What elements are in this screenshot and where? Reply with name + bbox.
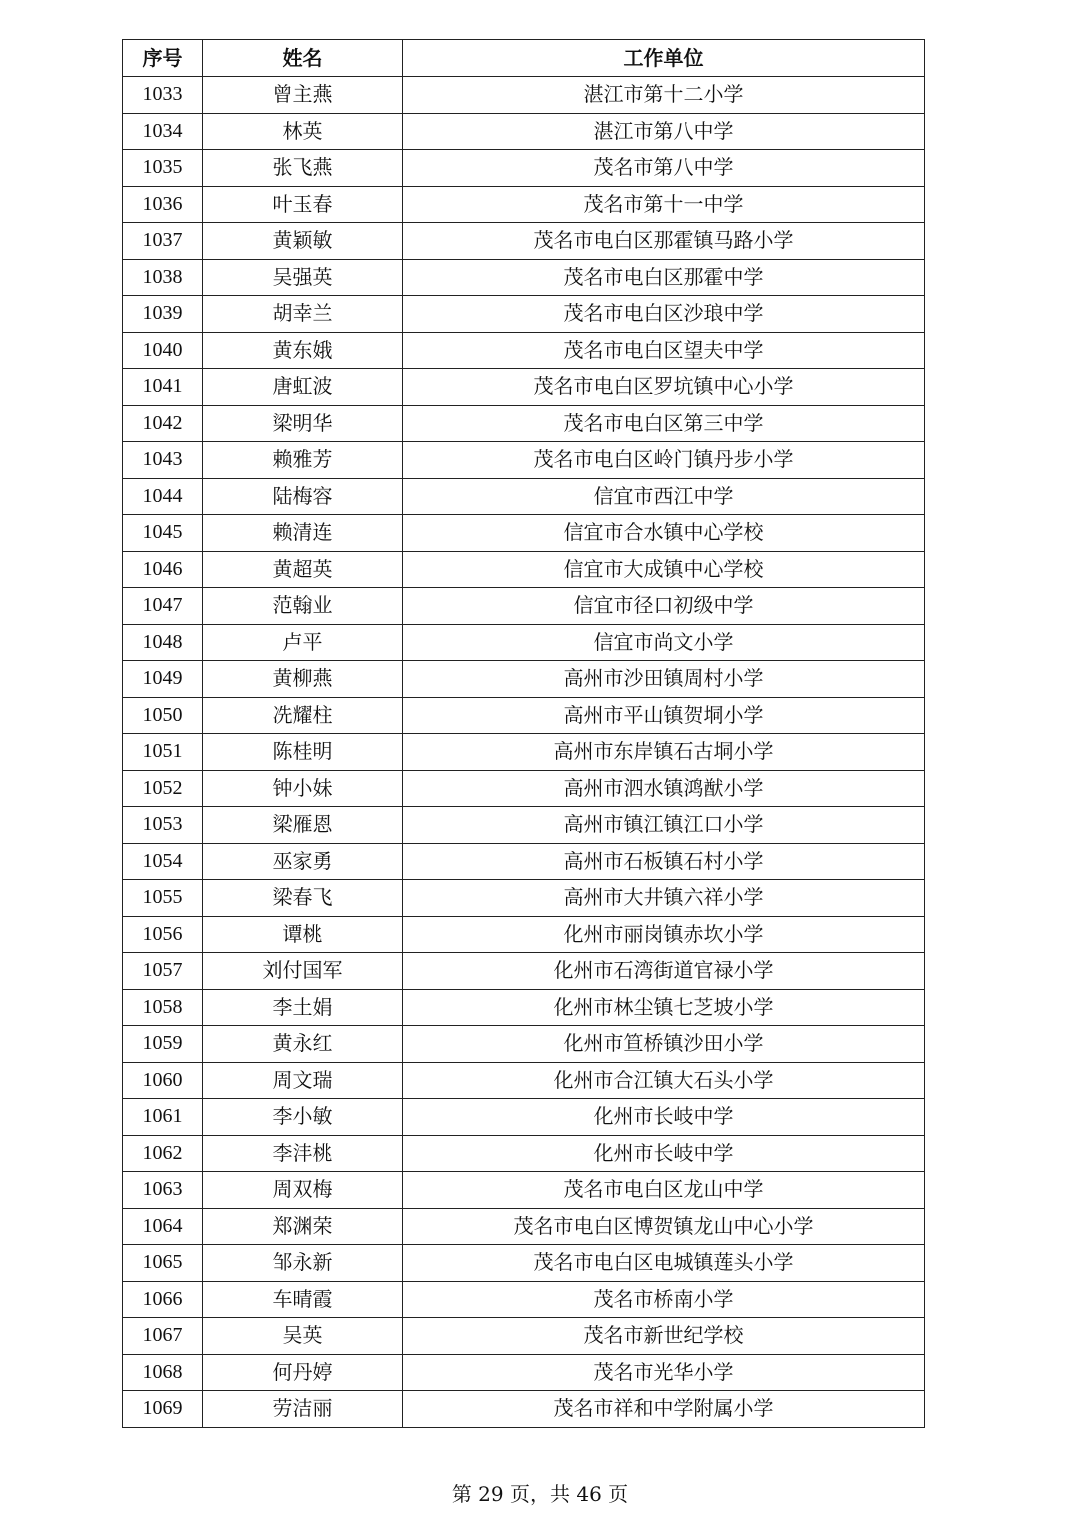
cell-work-unit: 湛江市第十二小学 xyxy=(403,77,925,114)
cell-work-unit: 茂名市第八中学 xyxy=(403,150,925,187)
cell-serial-number: 1053 xyxy=(123,807,203,844)
cell-serial-number: 1047 xyxy=(123,588,203,625)
table-row xyxy=(123,1208,925,1245)
table-row xyxy=(123,150,925,187)
cell-serial-number: 1036 xyxy=(123,186,203,223)
cell-name: 李土娟 xyxy=(203,989,403,1026)
cell-serial-number: 1063 xyxy=(123,1172,203,1209)
table-row xyxy=(123,807,925,844)
cell-name: 周文瑞 xyxy=(203,1062,403,1099)
cell-name: 劳洁丽 xyxy=(203,1391,403,1428)
cell-work-unit: 茂名市电白区罗坑镇中心小学 xyxy=(403,369,925,406)
cell-serial-number: 1042 xyxy=(123,405,203,442)
table-row xyxy=(123,770,925,807)
cell-serial-number: 1065 xyxy=(123,1245,203,1282)
cell-name: 李沣桃 xyxy=(203,1135,403,1172)
cell-serial-number: 1043 xyxy=(123,442,203,479)
table-row xyxy=(123,697,925,734)
table-row xyxy=(123,661,925,698)
cell-serial-number: 1048 xyxy=(123,624,203,661)
cell-serial-number: 1060 xyxy=(123,1062,203,1099)
table-row xyxy=(123,1135,925,1172)
table-row xyxy=(123,515,925,552)
cell-name: 黄永红 xyxy=(203,1026,403,1063)
table-row xyxy=(123,843,925,880)
cell-work-unit: 茂名市电白区那霍镇马路小学 xyxy=(403,223,925,260)
cell-work-unit: 茂名市祥和中学附属小学 xyxy=(403,1391,925,1428)
cell-name: 卢平 xyxy=(203,624,403,661)
cell-work-unit: 信宜市合水镇中心学校 xyxy=(403,515,925,552)
cell-serial-number: 1066 xyxy=(123,1281,203,1318)
table-row xyxy=(123,916,925,953)
cell-name: 叶玉春 xyxy=(203,186,403,223)
cell-name: 张飞燕 xyxy=(203,150,403,187)
cell-work-unit: 茂名市电白区电城镇莲头小学 xyxy=(403,1245,925,1282)
cell-work-unit: 高州市大井镇六祥小学 xyxy=(403,880,925,917)
cell-serial-number: 1050 xyxy=(123,697,203,734)
cell-serial-number: 1037 xyxy=(123,223,203,260)
cell-name: 曾主燕 xyxy=(203,77,403,114)
table-row xyxy=(123,296,925,333)
table-row xyxy=(123,1281,925,1318)
table-row xyxy=(123,1354,925,1391)
cell-name: 黄超英 xyxy=(203,551,403,588)
cell-serial-number: 1033 xyxy=(123,77,203,114)
cell-work-unit: 茂名市新世纪学校 xyxy=(403,1318,925,1355)
cell-serial-number: 1067 xyxy=(123,1318,203,1355)
cell-name: 梁雁恩 xyxy=(203,807,403,844)
cell-serial-number: 1059 xyxy=(123,1026,203,1063)
cell-serial-number: 1056 xyxy=(123,916,203,953)
cell-work-unit: 化州市石湾街道官禄小学 xyxy=(403,953,925,990)
cell-name: 陆梅容 xyxy=(203,478,403,515)
table-row xyxy=(123,1099,925,1136)
table-row xyxy=(123,478,925,515)
cell-name: 唐虹波 xyxy=(203,369,403,406)
cell-name: 吴英 xyxy=(203,1318,403,1355)
table-row xyxy=(123,989,925,1026)
cell-work-unit: 茂名市电白区岭门镇丹步小学 xyxy=(403,442,925,479)
cell-serial-number: 1069 xyxy=(123,1391,203,1428)
cell-work-unit: 高州市石板镇石村小学 xyxy=(403,843,925,880)
cell-name: 梁春飞 xyxy=(203,880,403,917)
cell-work-unit: 茂名市电白区那霍中学 xyxy=(403,259,925,296)
cell-serial-number: 1051 xyxy=(123,734,203,771)
cell-serial-number: 1044 xyxy=(123,478,203,515)
cell-serial-number: 1062 xyxy=(123,1135,203,1172)
header-name: 姓名 xyxy=(203,40,403,77)
table-row xyxy=(123,369,925,406)
cell-work-unit: 茂名市电白区沙琅中学 xyxy=(403,296,925,333)
cell-serial-number: 1057 xyxy=(123,953,203,990)
table-row xyxy=(123,405,925,442)
table-row xyxy=(123,624,925,661)
cell-work-unit: 信宜市大成镇中心学校 xyxy=(403,551,925,588)
cell-work-unit: 茂名市电白区望夫中学 xyxy=(403,332,925,369)
table-row xyxy=(123,1172,925,1209)
cell-work-unit: 茂名市电白区龙山中学 xyxy=(403,1172,925,1209)
cell-work-unit: 化州市长岐中学 xyxy=(403,1099,925,1136)
cell-name: 周双梅 xyxy=(203,1172,403,1209)
table-row xyxy=(123,588,925,625)
cell-work-unit: 茂名市电白区第三中学 xyxy=(403,405,925,442)
cell-serial-number: 1054 xyxy=(123,843,203,880)
cell-name: 黄东娥 xyxy=(203,332,403,369)
table-header-row xyxy=(123,40,925,77)
cell-work-unit: 化州市长岐中学 xyxy=(403,1135,925,1172)
table-row xyxy=(123,259,925,296)
cell-serial-number: 1055 xyxy=(123,880,203,917)
cell-name: 钟小妹 xyxy=(203,770,403,807)
cell-work-unit: 茂名市光华小学 xyxy=(403,1354,925,1391)
cell-name: 郑渊荣 xyxy=(203,1208,403,1245)
cell-work-unit: 化州市合江镇大石头小学 xyxy=(403,1062,925,1099)
cell-name: 赖清连 xyxy=(203,515,403,552)
cell-name: 巫家勇 xyxy=(203,843,403,880)
cell-work-unit: 茂名市电白区博贺镇龙山中心小学 xyxy=(403,1208,925,1245)
table-row xyxy=(123,734,925,771)
cell-name: 车晴霞 xyxy=(203,1281,403,1318)
table-row xyxy=(123,880,925,917)
cell-serial-number: 1061 xyxy=(123,1099,203,1136)
cell-work-unit: 高州市泗水镇鸿猷小学 xyxy=(403,770,925,807)
cell-work-unit: 高州市镇江镇江口小学 xyxy=(403,807,925,844)
cell-work-unit: 茂名市第十一中学 xyxy=(403,186,925,223)
table-row xyxy=(123,77,925,114)
cell-name: 梁明华 xyxy=(203,405,403,442)
cell-serial-number: 1035 xyxy=(123,150,203,187)
cell-serial-number: 1039 xyxy=(123,296,203,333)
cell-name: 黄颖敏 xyxy=(203,223,403,260)
cell-serial-number: 1052 xyxy=(123,770,203,807)
cell-name: 范翰业 xyxy=(203,588,403,625)
table-body xyxy=(123,77,925,1428)
table-row xyxy=(123,1318,925,1355)
roster-table xyxy=(122,39,925,1428)
roster-table-container xyxy=(122,39,924,1428)
cell-work-unit: 信宜市西江中学 xyxy=(403,478,925,515)
cell-serial-number: 1064 xyxy=(123,1208,203,1245)
cell-serial-number: 1041 xyxy=(123,369,203,406)
cell-serial-number: 1034 xyxy=(123,113,203,150)
cell-serial-number: 1058 xyxy=(123,989,203,1026)
cell-serial-number: 1049 xyxy=(123,661,203,698)
cell-name: 谭桃 xyxy=(203,916,403,953)
table-row xyxy=(123,1062,925,1099)
cell-serial-number: 1038 xyxy=(123,259,203,296)
table-row xyxy=(123,1026,925,1063)
cell-name: 林英 xyxy=(203,113,403,150)
cell-name: 赖雅芳 xyxy=(203,442,403,479)
cell-work-unit: 化州市林尘镇七芝坡小学 xyxy=(403,989,925,1026)
cell-serial-number: 1045 xyxy=(123,515,203,552)
cell-name: 吴强英 xyxy=(203,259,403,296)
cell-work-unit: 信宜市尚文小学 xyxy=(403,624,925,661)
table-row xyxy=(123,953,925,990)
cell-work-unit: 湛江市第八中学 xyxy=(403,113,925,150)
header-work-unit: 工作单位 xyxy=(403,40,925,77)
table-row xyxy=(123,113,925,150)
cell-work-unit: 高州市沙田镇周村小学 xyxy=(403,661,925,698)
cell-name: 刘付国军 xyxy=(203,953,403,990)
cell-name: 陈桂明 xyxy=(203,734,403,771)
table-row xyxy=(123,442,925,479)
cell-name: 冼耀柱 xyxy=(203,697,403,734)
table-row xyxy=(123,551,925,588)
page-footer: 第 29 页，共 46 页 xyxy=(451,1482,629,1506)
cell-work-unit: 化州市笪桥镇沙田小学 xyxy=(403,1026,925,1063)
cell-serial-number: 1068 xyxy=(123,1354,203,1391)
header-serial-number: 序号 xyxy=(123,40,203,77)
cell-serial-number: 1040 xyxy=(123,332,203,369)
table-row xyxy=(123,186,925,223)
table-row xyxy=(123,1245,925,1282)
cell-name: 邹永新 xyxy=(203,1245,403,1282)
cell-name: 何丹婷 xyxy=(203,1354,403,1391)
cell-work-unit: 高州市东岸镇石古垌小学 xyxy=(403,734,925,771)
cell-name: 李小敏 xyxy=(203,1099,403,1136)
table-row xyxy=(123,1391,925,1428)
cell-name: 胡幸兰 xyxy=(203,296,403,333)
table-row xyxy=(123,332,925,369)
cell-work-unit: 茂名市桥南小学 xyxy=(403,1281,925,1318)
cell-serial-number: 1046 xyxy=(123,551,203,588)
cell-name: 黄柳燕 xyxy=(203,661,403,698)
cell-work-unit: 化州市丽岗镇赤坎小学 xyxy=(403,916,925,953)
table-row xyxy=(123,223,925,260)
cell-work-unit: 高州市平山镇贺垌小学 xyxy=(403,697,925,734)
cell-work-unit: 信宜市径口初级中学 xyxy=(403,588,925,625)
